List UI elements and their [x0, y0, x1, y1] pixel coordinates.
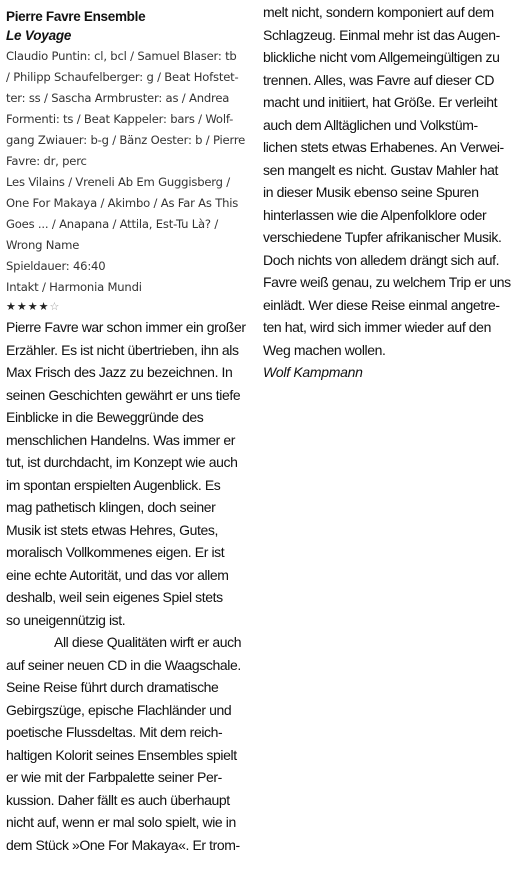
body-line: blickliche nicht vom Allgemeingültigen zu: [263, 49, 500, 65]
body-line: trennen. Alles, was Favre auf dieser CD: [263, 71, 495, 88]
body-line: Seine Reise führt durch dramatische: [6, 679, 219, 695]
body-line: so uneigennützig ist.: [6, 611, 126, 628]
body-line: kussion. Daher fällt es auch überhaupt: [6, 791, 230, 808]
body-line: Pierre Favre war schon immer ein großer: [6, 319, 246, 335]
body-line: Einblicke in die Beweggründe des: [6, 409, 204, 425]
body-line: moralisch Vollkommenes eigen. Er ist: [6, 544, 225, 560]
tracklist-line: One For Makaya / Akimbo / As Far As This: [6, 196, 239, 210]
body-line: mag pathetisch klingen, doch seiner: [6, 499, 216, 515]
body-line: auch dem Alltäglichen und Volkstüm-: [263, 116, 478, 133]
review-body-left: [6, 316, 251, 856]
body-line: Favre weiß genau, zu welchem Trip er uns: [263, 274, 511, 290]
body-line: sen mangelt es nicht. Gustav Mahler hat: [263, 161, 498, 178]
body-line: deshalb, weil sein eigenes Spiel stets: [6, 589, 223, 605]
body-line: ten hat, wird sich immer wieder auf den: [263, 319, 491, 335]
body-line: seinen Geschichten gewährt er uns tiefe: [6, 386, 241, 403]
body-line: im spontan erspielten Augenblick. Es: [6, 476, 221, 493]
review-body-right: [263, 1, 513, 361]
personnel-line: ter: ss / Sascha Armbruster: as / Andrea: [6, 91, 230, 105]
duration: Spieldauer: 46:40: [6, 259, 106, 273]
ensemble-name: Pierre Favre Ensemble: [6, 9, 146, 24]
right-column: [263, 0, 513, 384]
body-line: Schlagzeug. Einmal mehr ist das Augen-: [263, 26, 500, 43]
rating-stars: [6, 298, 251, 316]
body-line: Max Frisch des Jazz zu bezeichnen. In: [6, 364, 233, 380]
personnel-line: / Philipp Schaufelberger: g / Beat Hofstet-: [6, 70, 239, 84]
body-line: dem Stück »One For Makaya«. Er trom-: [6, 836, 240, 853]
author-byline: Wolf Kampmann: [263, 364, 363, 380]
tracklist-line: Goes ... / Anapana / Attila, Est-Tu Là? /: [6, 217, 219, 231]
body-line: Doch nichts von alledem drängt sich auf.: [263, 251, 500, 268]
body-line: Weg machen wollen.: [263, 341, 386, 358]
personnel-list: [6, 46, 251, 172]
personnel-line: gang Zwiauer: b-g / Bänz Oester: b / Pierre: [6, 133, 246, 147]
body-line: melt nicht, sondern komponiert auf dem: [263, 4, 494, 20]
personnel-line: Formenti: ts / Beat Kappeler: bars / Wolf-: [6, 112, 234, 126]
body-line: tut, ist durchdacht, im Konzept wie auch: [6, 454, 238, 470]
tracklist-line: Wrong Name: [6, 238, 80, 252]
body-line: auf seiner neuen CD in die Waagschale.: [6, 656, 241, 673]
body-line: poetische Flussdeltas. Mit dem reich-: [6, 724, 223, 740]
body-line: haltigen Kolorit seines Ensembles spielt: [6, 746, 237, 763]
body-line: einlädt. Wer diese Reise einmal angetre-: [263, 296, 500, 313]
body-line: eine echte Autorität, und das vor allem: [6, 566, 229, 583]
body-line: Musik ist stets etwas Hehres, Gutes,: [6, 521, 219, 538]
body-line: All diese Qualitäten wirft er auch: [54, 634, 242, 650]
body-line: nicht auf, wenn er mal solo spielt, wie in: [6, 814, 236, 830]
body-line: Gebirgszüge, epische Flachländer und: [6, 701, 232, 718]
body-line: menschlichen Handelns. Was immer er: [6, 431, 236, 448]
album-title: Le Voyage: [6, 28, 72, 43]
body-line: Erzähler. Es ist nicht übertrieben, ihn als: [6, 341, 239, 358]
personnel-line: Claudio Puntin: cl, bcl / Samuel Blaser: tb: [6, 49, 237, 63]
tracklist-line: Les Vilains / Vreneli Ab Em Guggisberg /: [6, 175, 231, 189]
body-line: verschiedene Tupfer afrikanischer Musik.: [263, 229, 502, 245]
personnel-line: Favre: dr, perc: [6, 154, 87, 168]
left-column: [6, 0, 251, 856]
tracklist: [6, 172, 251, 256]
rating-filled-stars: ★★★★: [6, 300, 50, 313]
body-line: macht und initiiert, hat Größe. Er verleiht: [263, 94, 498, 110]
body-line: er wie mit der Farbpalette seiner Per-: [6, 769, 222, 785]
body-line: lichen stets etwas Erhabenes. An Verwei-: [263, 139, 504, 155]
label-distributor: Intakt / Harmonia Mundi: [6, 280, 142, 294]
body-line: in dieser Musik ebenso seine Spuren: [263, 184, 479, 200]
body-line: hinterlassen wie die Alpenfolklore oder: [263, 206, 487, 223]
rating-empty-star: ☆: [49, 300, 61, 313]
